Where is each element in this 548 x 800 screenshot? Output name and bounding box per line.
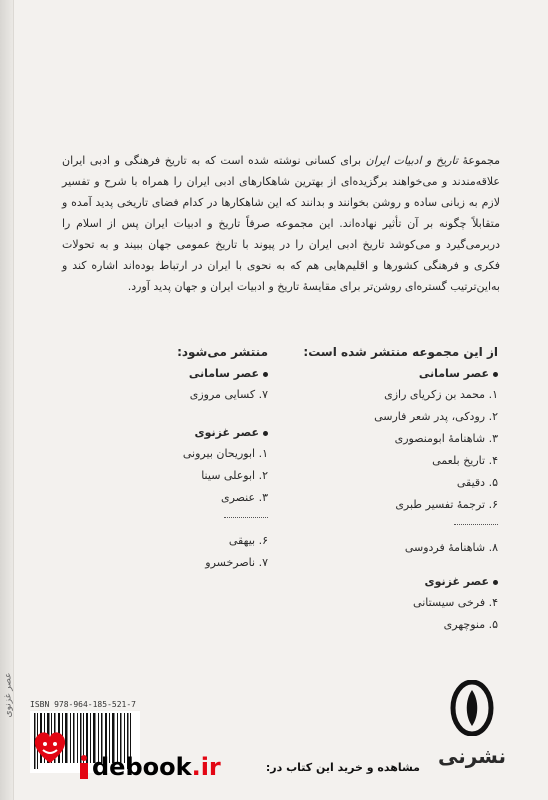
list-item: ۴. فرخی سیستانی bbox=[413, 596, 498, 609]
list-item: ۱. ابوریحان بیرونی bbox=[182, 447, 268, 460]
dotted-separator bbox=[454, 524, 498, 525]
list-item: ۲. رودکی، پدر شعر فارسی bbox=[374, 410, 498, 423]
list-item: ۷. ناصرخسرو bbox=[205, 556, 268, 569]
list-item: ۷. کسایی مروزی bbox=[189, 388, 268, 401]
publisher-logo bbox=[432, 680, 512, 768]
banner-text: مشاهده و خرید این کتاب در: bbox=[265, 760, 420, 774]
heart-icon bbox=[30, 727, 70, 767]
upcoming-era-samanid: عصر سامانی bbox=[150, 367, 268, 380]
idebook-brand[interactable]: debook .ir bbox=[78, 753, 221, 781]
list-item: ۴. تاریخ بلعمی bbox=[432, 454, 498, 467]
store-banner[interactable] bbox=[78, 752, 420, 782]
bullet-icon bbox=[493, 372, 498, 377]
list-item: ۵. منوچهری bbox=[443, 618, 498, 631]
list-item: ۲. ابوعلی سینا bbox=[201, 469, 268, 482]
upcoming-list bbox=[150, 345, 268, 574]
published-era-samanid: عصر سامانی bbox=[300, 367, 498, 380]
published-list bbox=[300, 345, 498, 636]
list-item: ۶. ترجمهٔ تفسیر طبری bbox=[395, 498, 498, 511]
published-era-ghaznavid: عصر غزنوی bbox=[300, 575, 498, 588]
series-name: تاریخ و ادبیات ایران bbox=[365, 154, 458, 167]
book-icon bbox=[78, 755, 90, 779]
isbn-text: ISBN 978-964-185-521-7 bbox=[30, 700, 136, 709]
bullet-icon bbox=[263, 431, 268, 436]
upcoming-era-ghaznavid: عصر غزنوی bbox=[150, 426, 268, 439]
spine-label: عصر غزنوی bbox=[3, 672, 14, 718]
list-item: ۵. دقیقی bbox=[456, 476, 498, 489]
list-item: ۳. عنصری bbox=[220, 491, 268, 504]
list-item: ۱. محمد بن زکریای رازی bbox=[384, 388, 498, 401]
published-items-samanid bbox=[300, 384, 498, 516]
book-spine bbox=[0, 0, 14, 800]
published-title: از این مجموعه منتشر شده است: bbox=[303, 345, 498, 359]
upcoming-title: منتشر می‌شود: bbox=[177, 345, 268, 359]
list-item: ۸. شاهنامهٔ فردوسی bbox=[404, 541, 498, 554]
intro-text: برای کسانی نوشته شده است که به تاریخ فرهنگی و ادبی ایران علاقه‌مندند و می‌خواهند برگزیده‌ای از بهترین شاهکارهای ادبی ایران را همراه با شرح و تفسیر لازم به زبانی ساده و روشن بخوانند و بدانند که این شاهکارها در کدام فضای تاریخی پدید آمده و متقابلاً چگونه بر آن تأثیر نهاده‌اند. این مجموعه صرفاً تاریخ و ادبیات ایران پس از اسلام را دربرمی‌گیرد و می‌کوشد تاریخ ادبی ایران را در پیوند با تاریخ عمومی جهان ببیند و به تحولات فکری و فرهنگی کشورها و اقلیم‌هایی هم که به نحوی با ایران در ارتباط بوده‌اند اشاره کند و به‌این‌ترتیب گستره‌ای روشن‌تر برای مقایسهٔ تاریخ و ادبیات ایران و جهان پدید آورد. bbox=[62, 154, 500, 293]
bullet-icon bbox=[263, 372, 268, 377]
nashr-ney-logo-icon bbox=[450, 680, 494, 736]
bullet-icon bbox=[493, 580, 498, 585]
publisher-name: نشرنی bbox=[437, 744, 507, 768]
dotted-separator bbox=[224, 517, 268, 518]
list-item: ۳. شاهنامهٔ ابومنصوری bbox=[394, 432, 498, 445]
intro-paragraph bbox=[62, 150, 500, 297]
list-item: ۶. بیهقی bbox=[228, 534, 268, 547]
intro-prefix: مجموعهٔ bbox=[457, 154, 500, 167]
